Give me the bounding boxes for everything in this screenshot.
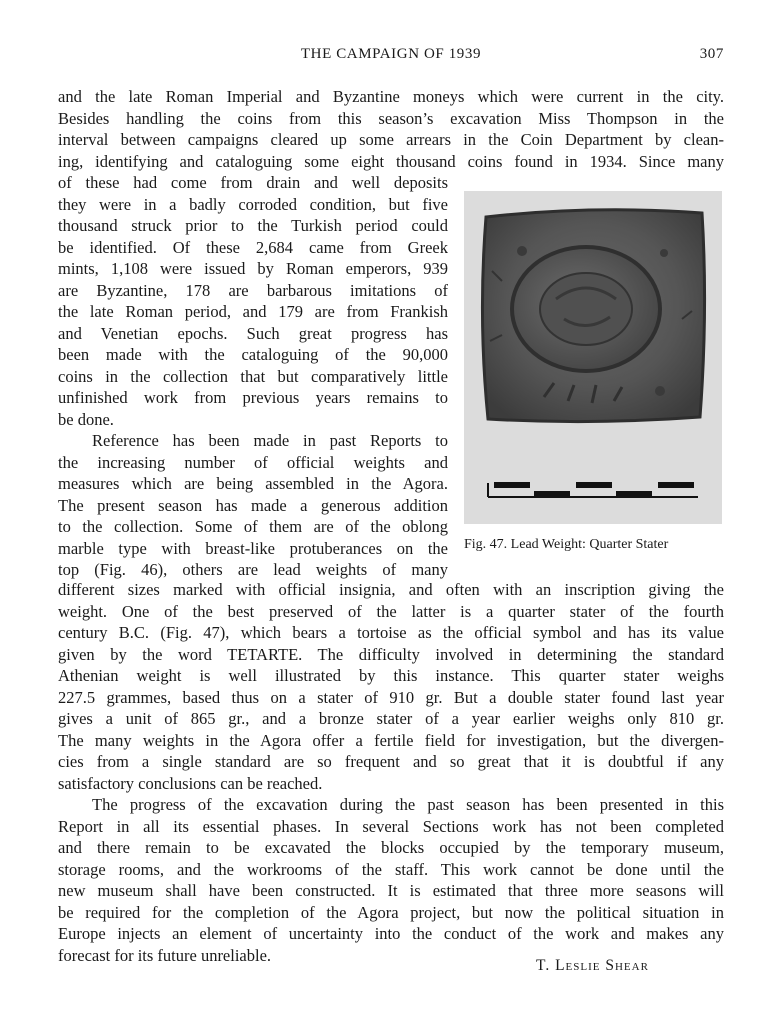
figure-47-photo bbox=[464, 191, 722, 524]
text-line: measures which are being assembled in the Agora. bbox=[58, 474, 448, 493]
running-title: THE CAMPAIGN OF 1939 bbox=[300, 46, 482, 62]
text-line: interval between campaigns cleared up some arrears in the Coin Department by clean- bbox=[58, 130, 724, 149]
text-line: The many weights in the Agora offer a fertile field for investigation, but the divergen- bbox=[58, 730, 724, 750]
text-line: Besides handling the coins from this season’s excavation Miss Thompson in the bbox=[58, 108, 724, 128]
text-line: coins in the collection that but comparatively little bbox=[58, 366, 448, 386]
page-number: 307 bbox=[699, 46, 724, 62]
text-line: century B.C. (Fig. 47), which bears a tortoise as the official symbol and has its value bbox=[58, 623, 724, 642]
text-line: The progress of the excavation during the past season has been presented in this bbox=[92, 795, 724, 814]
text-line: weight. One of the best preserved of the latter is a quarter stater of the fourth bbox=[58, 601, 724, 621]
text-line: and the late Roman Imperial and Byzantine moneys which were current in the city. bbox=[58, 87, 724, 106]
text-line: the increasing number of official weights and bbox=[58, 452, 448, 472]
lower-paragraphs bbox=[58, 579, 724, 966]
text-line: thousand struck prior to the Turkish period could bbox=[58, 216, 448, 235]
text-line: the late Roman period, and 179 are from Frankish bbox=[58, 302, 448, 321]
text-line: gives a unit of 865 gr., and a bronze stater of a year earlier weighs only 810 gr. bbox=[58, 709, 724, 728]
text-line: and there remain to be excavated the blocks occupied by the temporary museum, bbox=[58, 838, 724, 857]
text-line: satisfactory conclusions can be reached. bbox=[58, 773, 323, 793]
text-line: mints, 1,108 were issued by Roman emperors, 939 bbox=[58, 259, 448, 278]
running-header bbox=[58, 46, 724, 68]
text-line: 227.5 grammes, based thus on a stater of 910 gr. But a double stater found last year bbox=[58, 687, 724, 707]
text-line: Reference has been made in past Reports to bbox=[92, 431, 448, 450]
lead-weight-image bbox=[464, 191, 722, 524]
text-line: new museum shall have been constructed. It is estimated that three more seasons will bbox=[58, 881, 724, 900]
text-line: unfinished work from previous years remains to bbox=[58, 388, 448, 407]
text-line: be identified. Of these 2,684 came from Greek bbox=[58, 237, 448, 257]
text-line: The present season has made a generous addition bbox=[58, 495, 448, 515]
text-line: forecast for its future unreliable. bbox=[58, 945, 272, 965]
text-line: be done. bbox=[58, 409, 114, 429]
text-line: to the collection. Some of them are of the oblong bbox=[58, 517, 448, 536]
text-line: cies from a single standard are so frequent and so great that it is doubtful if any bbox=[58, 752, 724, 771]
text-line: Europe injects an element of uncertainty into the conduct of the work and makes any bbox=[58, 924, 724, 943]
text-line: different sizes marked with official insignia, and often with an inscription giving the bbox=[58, 580, 724, 599]
text-line: be required for the completion of the Agora project, but now the political situation in bbox=[58, 902, 724, 922]
text-line: are Byzantine, 178 are barbarous imitations of bbox=[58, 280, 448, 300]
text-line: Athenian weight is well illustrated by this instance. This quarter stater weighs bbox=[58, 666, 724, 685]
wrapped-text-column bbox=[58, 172, 448, 581]
text-line: top (Fig. 46), others are lead weights of many bbox=[58, 560, 448, 579]
opening-paragraph bbox=[58, 86, 724, 172]
figure-caption: Fig. 47. Lead Weight: Quarter Stater bbox=[464, 537, 669, 552]
text-line: and Venetian epochs. Such great progress has bbox=[58, 323, 448, 343]
text-line: storage rooms, and the workrooms of the staff. This work cannot be done until the bbox=[58, 859, 724, 879]
text-line: been made with the cataloguing of the 90,000 bbox=[58, 345, 448, 364]
text-line: given by the word TETARTE. The difficulty involved in determining the standard bbox=[58, 644, 724, 664]
text-line: ing, identifying and cataloguing some eight thousand coins found in 1934. Since many bbox=[58, 151, 724, 171]
text-line: they were in a badly corroded condition, but five bbox=[58, 194, 448, 214]
text-line: marble type with breast-like protuberances on the bbox=[58, 538, 448, 558]
author-signature: T. Leslie Shear bbox=[536, 957, 649, 974]
text-line: of these had come from drain and well deposits bbox=[58, 173, 448, 192]
text-line: Report in all its essential phases. In several Sections work has not been completed bbox=[58, 816, 724, 836]
